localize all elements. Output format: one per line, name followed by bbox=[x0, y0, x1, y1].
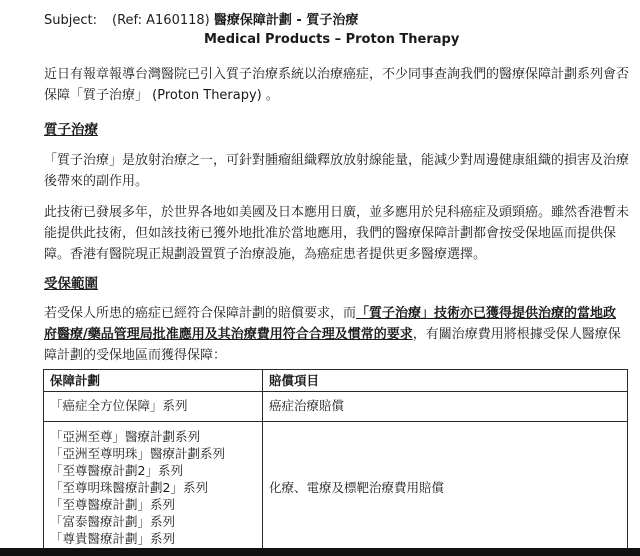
coverage-text-part1: 若受保人所患的癌症已經符合保障計劃的賠償要求，而 bbox=[44, 306, 357, 321]
table-header-row bbox=[44, 370, 628, 392]
section-heading-coverage: 受保範圍 bbox=[44, 276, 98, 292]
table-row bbox=[44, 422, 628, 550]
table-cell-plan: 「癌症全方位保障」系列 bbox=[44, 392, 263, 422]
table-cell-benefit: 癌症治療賠償 bbox=[263, 392, 628, 422]
subject-title-zh: 醫療保障計劃 - 質子治療 bbox=[213, 13, 359, 28]
coverage-text-emphasis: 「質子治療」技術亦已獲得提供治療的當地政府醫療/藥品管理局批准應用及其治療費用符合合理及慣常的要求 bbox=[44, 306, 617, 342]
plan-list-item: 「至尊醫療計劃」系列 bbox=[50, 497, 176, 512]
subject-label: Subject: bbox=[44, 13, 97, 28]
subject-value bbox=[112, 12, 358, 30]
table-cell-benefit: 化療、電療及標靶治療費用賠償 bbox=[263, 422, 628, 550]
table-row bbox=[44, 392, 628, 422]
table-header-benefit: 賠償項目 bbox=[263, 370, 628, 392]
section-heading-proton-therapy: 質子治療 bbox=[44, 122, 98, 138]
intro-paragraph: 近日有報章報導台灣醫院已引入質子治療系統以治療癌症，不少同事查詢我們的醫療保障計劃系列會否保障「質子治療」 (Proton Therapy) 。 bbox=[44, 67, 630, 103]
plan-list-item: 「亞洲至尊明珠」醫療計劃系列 bbox=[50, 446, 226, 461]
plan-list-item: 「至尊醫療計劃2」系列 bbox=[50, 463, 183, 478]
bottom-edge-shadow bbox=[0, 548, 640, 556]
plan-list-item: 「尊貴醫療計劃」系列 bbox=[50, 531, 176, 546]
coverage-text-part2: ，有關治療費用將根據受保人醫療保障計劃的受保地區而獲得保障： bbox=[44, 327, 621, 363]
subject-title-en: Medical Products – Proton Therapy bbox=[204, 32, 460, 47]
coverage-paragraph bbox=[44, 303, 629, 366]
plan-list-item: 「亞洲至尊」醫療計劃系列 bbox=[50, 429, 201, 444]
plan-list-item: 「富泰醫療計劃」系列 bbox=[50, 514, 176, 529]
coverage-table-wrapper bbox=[43, 369, 628, 550]
proton-therapy-development: 此技術已發展多年，於世界各地如美國及日本應用日廣，並多應用於兒科癌症及頭頸癌。雖然香港暫未能提供此技術，但如該技術已獲外地批准於當地應用，我們的醫療保障計劃都會按受保地區而提供保障。香港有醫院現正規劃設置質子治療設施，為癌症患者提供更多醫療選擇。 bbox=[44, 205, 630, 262]
subject-ref: (Ref: A160118) bbox=[112, 13, 214, 28]
table-header-plan: 保障計劃 bbox=[44, 370, 263, 392]
proton-therapy-description: 「質子治療」是放射治療之一，可針對腫瘤組織釋放放射線能量，能減少對周邊健康組織的損害及治療後帶來的副作用。 bbox=[44, 153, 630, 189]
table-cell-plan-list bbox=[44, 422, 263, 550]
coverage-table bbox=[43, 369, 628, 550]
plan-list-item: 「至尊明珠醫療計劃2」系列 bbox=[50, 480, 208, 495]
